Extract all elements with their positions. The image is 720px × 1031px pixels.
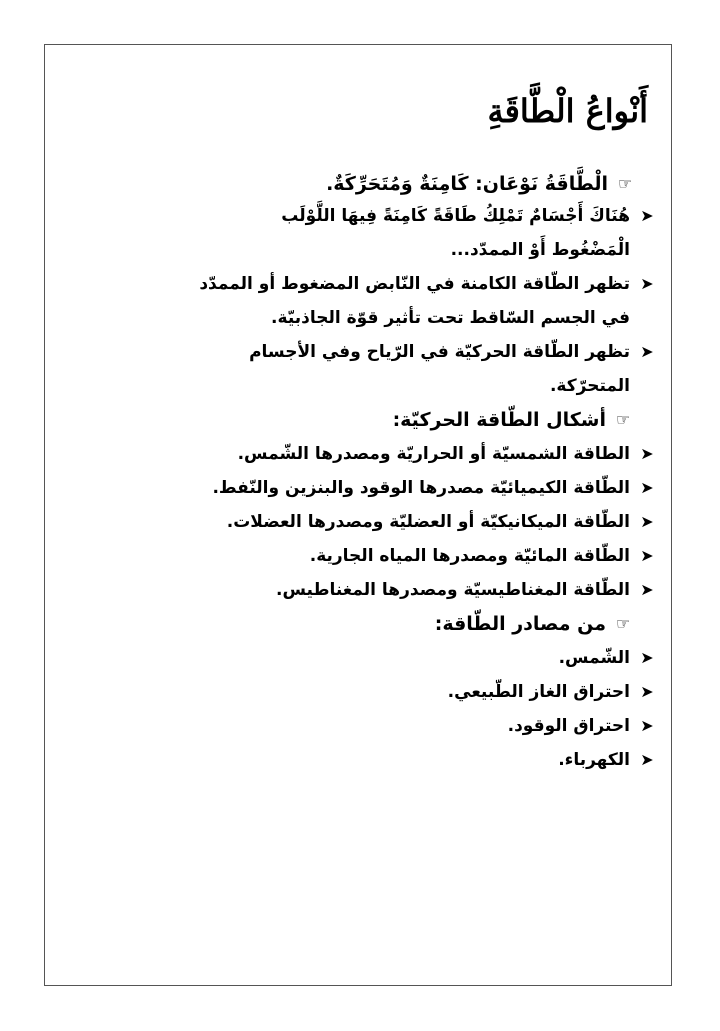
arrow-bullet-icon: ➤ [640, 478, 654, 497]
arrow-bullet-icon: ➤ [640, 274, 654, 293]
hand-pointer-icon: ☞ [617, 174, 633, 193]
list-item [227, 510, 658, 534]
arrow-bullet-icon: ➤ [640, 512, 654, 531]
arrow-bullet-icon: ➤ [640, 580, 654, 599]
list-item-text: هُنَاكَ أَجْسَامٌ تَمْلِكُ طَاقَةً كَامِنَةً فِيهَا اللَّوْلَب [281, 206, 630, 226]
list-item [276, 578, 658, 602]
list-item [508, 714, 658, 738]
list-item [199, 272, 658, 296]
arrow-bullet-icon: ➤ [640, 546, 654, 565]
page-title: أَنْواعُ الْطَّاقَةِ [487, 92, 648, 130]
list-item-text: تظهر الطّاقة الحركيّة في الرّياح وفي الأجسام [249, 342, 630, 362]
list-item-text: تظهر الطّاقة الكامنة في النّابض المضغوط أو الممدّد [199, 274, 630, 294]
section-heading-text: من مصادر الطّاقة: [434, 613, 606, 635]
hand-pointer-icon: ☞ [615, 410, 631, 429]
arrow-bullet-icon: ➤ [640, 444, 654, 463]
hand-pointer-icon: ☞ [615, 614, 631, 633]
list-item-continuation: في الجسم السّاقط تحت تأثير قوّة الجاذبيّة. [271, 308, 630, 328]
list-item-continuation: الْمَضْغُوط أَوْ الممدّد... [450, 240, 630, 260]
list-item-text: الطّاقة الميكانيكيّة أو العضليّة ومصدرها العضلات. [226, 512, 630, 532]
arrow-bullet-icon: ➤ [640, 682, 654, 701]
arrow-bullet-icon: ➤ [640, 750, 654, 769]
list-item-text: الطّاقة الكيميائيّة مصدرها الوقود والبنزين والنّفط. [212, 478, 630, 498]
list-item-text: الشّمس. [558, 648, 630, 668]
list-item [448, 680, 658, 704]
section-heading-energy-types [326, 172, 636, 196]
list-item-text: الطّاقة المائيّة ومصدرها المياه الجارية. [309, 546, 630, 566]
arrow-bullet-icon: ➤ [640, 716, 654, 735]
list-item-text: الطّاقة المغناطيسيّة ومصدرها المغناطيس. [276, 580, 630, 600]
list-item [238, 442, 658, 466]
page-content [44, 44, 672, 986]
section-heading-text: أشكال الطّاقة الحركيّة: [392, 409, 606, 431]
section-heading-kinetic-forms [393, 408, 634, 432]
section-heading-text: الْطَّاقَةُ نَوْعَان: كَامِنَةٌ وَمُتَحَرِّكَةٌ. [326, 173, 608, 195]
arrow-bullet-icon: ➤ [640, 206, 654, 225]
list-item [281, 204, 658, 228]
list-item [212, 476, 658, 500]
list-item-continuation: المتحرّكة. [549, 376, 630, 396]
arrow-bullet-icon: ➤ [640, 648, 654, 667]
list-item [559, 646, 658, 670]
list-item [249, 340, 658, 364]
list-item-text: الكهرباء. [558, 750, 630, 770]
list-item-text: احتراق الغاز الطّبيعي. [447, 682, 630, 702]
list-item-text: احتراق الوقود. [507, 716, 630, 736]
list-item [310, 544, 658, 568]
section-heading-energy-sources [435, 612, 634, 636]
list-item-text: الطاقة الشمسيّة أو الحراريّة ومصدرها الشّمس. [237, 444, 630, 464]
arrow-bullet-icon: ➤ [640, 342, 654, 361]
list-item [558, 748, 658, 772]
